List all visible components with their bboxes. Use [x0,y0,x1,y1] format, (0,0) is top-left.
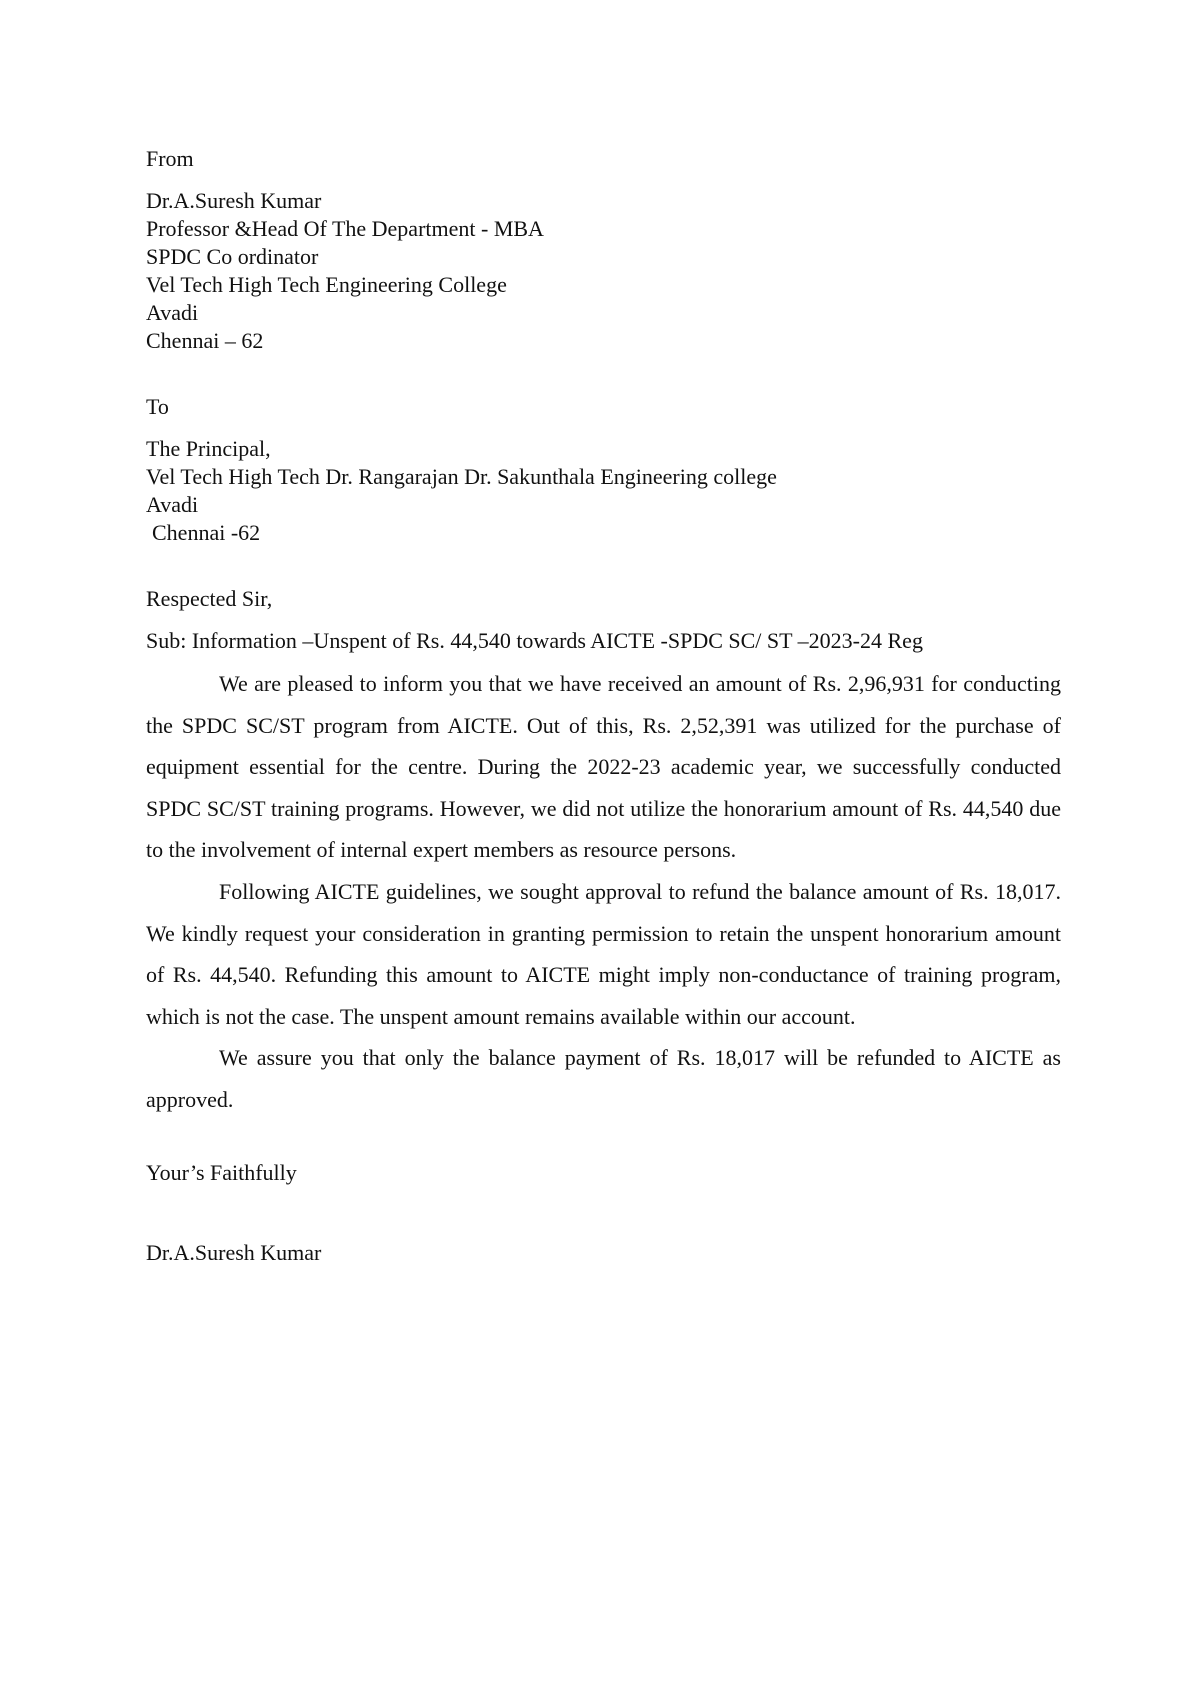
letter-content [146,145,1061,1267]
to-label: To [146,394,169,419]
sender-locality: Avadi [146,300,199,325]
recipient-institution: Vel Tech High Tech Dr. Rangarajan Dr. Sakunthala Engineering college [146,464,777,489]
recipient-title: The Principal, [146,436,271,461]
sender-address [146,187,1061,355]
sender-role: SPDC Co ordinator [146,244,319,269]
salutation: Respected Sir, [146,586,273,611]
signature-name: Dr.A.Suresh Kumar [146,1239,322,1265]
subject-line: Sub: Information –Unspent of Rs. 44,540 towards AICTE -SPDC SC/ ST –2023-24 Reg [146,628,923,653]
sender-city: Chennai – 62 [146,328,264,353]
body-paragraph-3: We assure you that only the balance payment of Rs. 18,017 will be refunded to AICTE as approved. [146,1045,1061,1112]
recipient-locality: Avadi [146,492,199,517]
recipient-address [146,435,1061,547]
body-paragraph-2: Following AICTE guidelines, we sought approval to refund the balance amount of Rs. 18,017. We kindly request your consideration in granting permission to retain the unspent honorarium amount of Rs. 44,540. Refunding this amount to AICTE might imply non-conductance of training program, which is not the case. The unspent amount remains available within our account. [146,878,1061,1029]
from-label: From [146,146,194,171]
sender-institution: Vel Tech High Tech Engineering College [146,272,507,297]
recipient-city: Chennai -62 [152,520,261,545]
closing: Your’s Faithfully [146,1159,297,1185]
sender-designation: Professor &Head Of The Department - MBA [146,216,544,241]
body-paragraph-1: We are pleased to inform you that we have received an amount of Rs. 2,96,931 for conducting the SPDC SC/ST program from AICTE. Out of this, Rs. 2,52,391 was utilized for the purchase of equipment essential for the centre. During the 2022-23 academic year, we successfully conducted SPDC SC/ST training programs. However, we did not utilize the honorarium amount of Rs. 44,540 due to the involvement of internal expert members as resource persons. [146,671,1061,863]
sender-name: Dr.A.Suresh Kumar [146,188,322,213]
